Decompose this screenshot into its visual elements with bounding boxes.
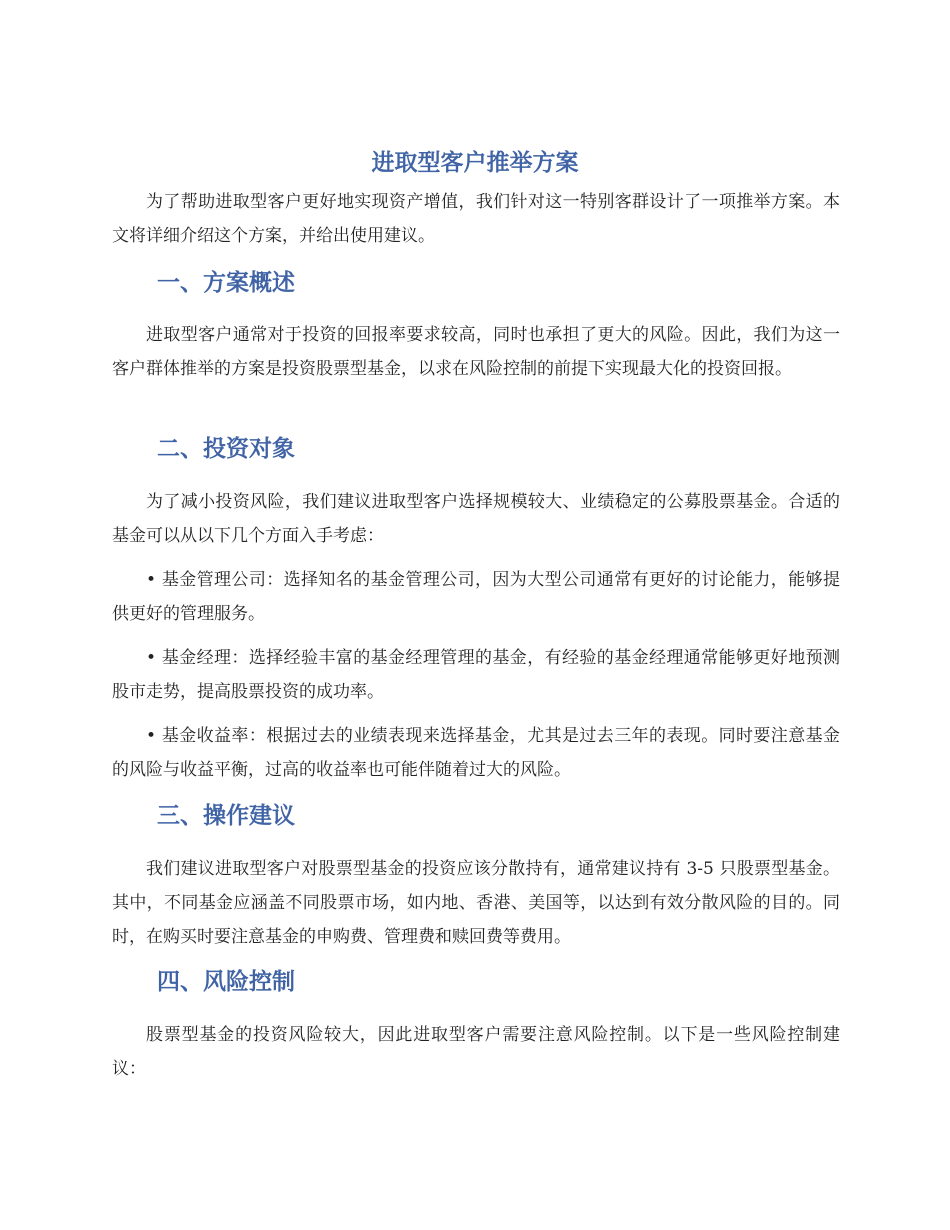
section-heading-risk-control: 四、风险控制 <box>157 969 295 995</box>
overview-paragraph: 进取型客户通常对于投资的回报率要求较高，同时也承担了更大的风险。因此，我们为这一客户群体推举的方案是投资股票型基金，以求在风险控制的前提下实现最大化的投资回报。 <box>112 325 840 379</box>
bullet-fund-manager: • 基金经理：选择经验丰富的基金经理管理的基金，有经验的基金经理通常能够更好地预测股市走势，提高股票投资的成功率。 <box>112 648 840 702</box>
operation-advice-paragraph: 我们建议进取型客户对股票型基金的投资应该分散持有，通常建议持有 3-5 只股票型基金。其中，不同基金应涵盖不同股票市场，如内地、香港、美国等，以达到有效分散风险的目的。同时，在购买时要注意基金的申购费、管理费和赎回费等费用。 <box>112 859 840 947</box>
investment-target-paragraph: 为了减小投资风险，我们建议进取型客户选择规模较大、业绩稳定的公募股票基金。合适的基金可以从以下几个方面入手考虑： <box>112 492 840 546</box>
bullet-fund-return: • 基金收益率：根据过去的业绩表现来选择基金，尤其是过去三年的表现。同时要注意基金的风险与收益平衡，过高的收益率也可能伴随着过大的风险。 <box>112 726 840 780</box>
section-heading-overview: 一、方案概述 <box>157 270 295 296</box>
document-title: 进取型客户推举方案 <box>371 150 579 176</box>
risk-control-paragraph: 股票型基金的投资风险较大，因此进取型客户需要注意风险控制。以下是一些风险控制建议： <box>112 1025 840 1079</box>
section-heading-investment-target: 二、投资对象 <box>157 436 295 462</box>
section-heading-operation-advice: 三、操作建议 <box>157 803 295 829</box>
bullet-fund-company: • 基金管理公司：选择知名的基金管理公司，因为大型公司通常有更好的讨论能力，能够提供更好的管理服务。 <box>112 570 840 624</box>
intro-paragraph: 为了帮助进取型客户更好地实现资产增值，我们针对这一特别客群设计了一项推举方案。本文将详细介绍这个方案，并给出使用建议。 <box>112 192 840 246</box>
